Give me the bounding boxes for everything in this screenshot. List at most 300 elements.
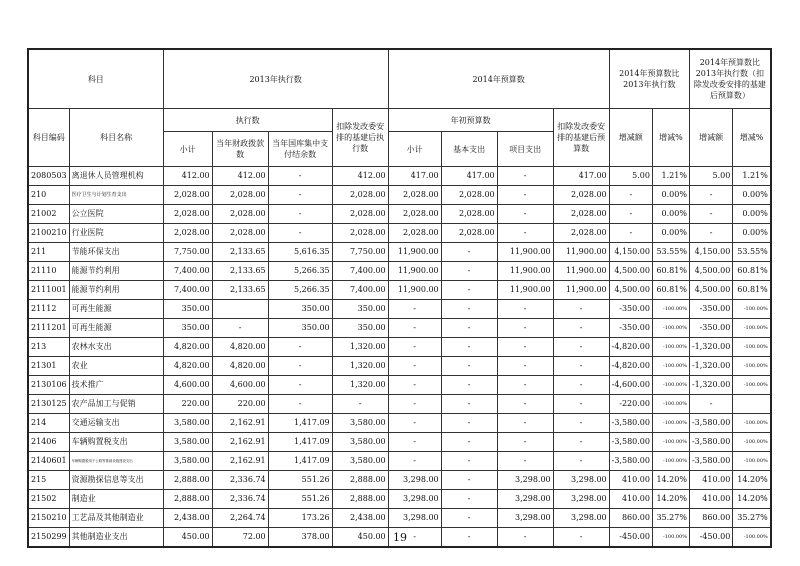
cell-name: 其他制造业支出	[69, 528, 163, 548]
cell-value: 5,266.35	[268, 262, 332, 281]
cell-value: -	[553, 414, 609, 433]
cell-value: 2,028.00	[332, 205, 388, 224]
cell-code: 21502	[28, 490, 69, 509]
cell-value: -100.00%	[733, 319, 771, 338]
cell-code: 2140601	[28, 452, 69, 471]
cell-value: -	[497, 452, 553, 471]
cell-value: 14.20%	[733, 490, 771, 509]
cell-value: 7,750.00	[163, 243, 212, 262]
cell-value: -	[268, 167, 332, 186]
cell-value: 3,298.00	[388, 509, 441, 528]
header-subtotal: 小计	[163, 132, 212, 167]
cell-value: -	[497, 395, 553, 414]
cell-name: 交通运输支出	[69, 414, 163, 433]
cell-value: 4,820.00	[212, 357, 268, 376]
cell-value: -100.00%	[652, 528, 689, 548]
cell-code: 2150299	[28, 528, 69, 548]
cell-value: -100.00%	[652, 319, 689, 338]
cell-value: -100.00%	[733, 433, 771, 452]
cell-value: 53.55%	[733, 243, 771, 262]
table-row	[28, 357, 771, 376]
cell-name: 制造业	[69, 490, 163, 509]
cell-value: 2,028.00	[212, 205, 268, 224]
cell-value: 1,417.09	[268, 414, 332, 433]
cell-value: -	[441, 433, 497, 452]
cell-value: 220.00	[163, 395, 212, 414]
cell-value: -	[553, 433, 609, 452]
cell-value: 2,028.00	[441, 224, 497, 243]
header-initial-budget: 年初预算数	[388, 109, 553, 132]
cell-value: -	[388, 338, 441, 357]
cell-value: 412.00	[212, 167, 268, 186]
cell-value: 11,900.00	[497, 281, 553, 300]
cell-value: 0.00%	[733, 224, 771, 243]
header-project: 项目支出	[497, 132, 553, 167]
cell-value: -3,580.00	[609, 414, 652, 433]
cell-value: 14.20%	[652, 471, 689, 490]
cell-value: -	[553, 300, 609, 319]
cell-value: 14.20%	[652, 490, 689, 509]
cell-value: 2,336.74	[212, 490, 268, 509]
cell-value: 417.00	[388, 167, 441, 186]
cell-value: -	[553, 319, 609, 338]
cell-code: 21301	[28, 357, 69, 376]
cell-value: 11,900.00	[388, 243, 441, 262]
cell-value: 220.00	[212, 395, 268, 414]
cell-value: -350.00	[609, 300, 652, 319]
cell-value: -100.00%	[733, 452, 771, 471]
cell-value: -	[388, 319, 441, 338]
cell-value: 5.00	[689, 167, 732, 186]
cell-value: -100.00%	[733, 338, 771, 357]
cell-value: -	[497, 528, 553, 548]
cell-value: 2,162.91	[212, 414, 268, 433]
cell-value: 551.26	[268, 471, 332, 490]
cell-code: 2111201	[28, 319, 69, 338]
cell-value: 11,900.00	[388, 281, 441, 300]
cell-code: 2111001	[28, 281, 69, 300]
cell-value: 350.00	[163, 300, 212, 319]
header-compare-2013: 2014年预算数比2013年执行数	[609, 49, 689, 109]
cell-value: 2,162.91	[212, 433, 268, 452]
cell-value: 2,028.00	[332, 186, 388, 205]
cell-value: -100.00%	[733, 300, 771, 319]
cell-value: 350.00	[268, 300, 332, 319]
cell-value: 4,500.00	[689, 262, 732, 281]
cell-value: -	[212, 319, 268, 338]
cell-value: 4,500.00	[689, 281, 732, 300]
cell-value: 60.81%	[652, 262, 689, 281]
header-inc-amt-adjusted: 增减额	[689, 109, 732, 167]
cell-name: 节能环保支出	[69, 243, 163, 262]
cell-value: -	[441, 509, 497, 528]
cell-code: 2130106	[28, 376, 69, 395]
cell-code: 21002	[28, 205, 69, 224]
cell-value: 417.00	[553, 167, 609, 186]
cell-value: 4,500.00	[609, 262, 652, 281]
cell-value: 450.00	[163, 528, 212, 548]
header-subtotal-2014: 小计	[388, 132, 441, 167]
cell-value: 2,438.00	[163, 509, 212, 528]
cell-name: 工艺品及其他制造业	[69, 509, 163, 528]
cell-value: 2,888.00	[163, 490, 212, 509]
cell-value: -	[388, 528, 441, 548]
header-treasury: 当年国库集中支付结余数	[268, 132, 332, 167]
cell-value: -	[689, 205, 732, 224]
cell-value: -3,580.00	[689, 452, 732, 471]
cell-value: 3,298.00	[497, 490, 553, 509]
cell-value: 0.00%	[733, 205, 771, 224]
cell-value: 860.00	[689, 509, 732, 528]
cell-value: 412.00	[163, 167, 212, 186]
cell-value: 173.26	[268, 509, 332, 528]
cell-value: 0.00%	[652, 224, 689, 243]
cell-value: 2,028.00	[441, 186, 497, 205]
cell-value: 4,600.00	[163, 376, 212, 395]
cell-value: -	[441, 414, 497, 433]
cell-value: -100.00%	[652, 395, 689, 414]
cell-name: 离退休人员管理机构	[69, 167, 163, 186]
cell-value: -	[497, 224, 553, 243]
table-row	[28, 243, 771, 262]
cell-value: 2,028.00	[441, 205, 497, 224]
cell-value: -	[388, 357, 441, 376]
cell-value: 3,298.00	[388, 471, 441, 490]
cell-value: -1,320.00	[689, 376, 732, 395]
cell-value: -	[268, 205, 332, 224]
cell-value: 2,028.00	[388, 186, 441, 205]
cell-value: 60.81%	[733, 262, 771, 281]
cell-value: -100.00%	[652, 338, 689, 357]
cell-name: 可再生能源	[69, 319, 163, 338]
cell-value: 7,400.00	[332, 262, 388, 281]
cell-value: 3,298.00	[497, 471, 553, 490]
table-row	[28, 338, 771, 357]
cell-value: 2,888.00	[332, 490, 388, 509]
cell-value: 3,298.00	[497, 509, 553, 528]
cell-value: 1.21%	[733, 167, 771, 186]
cell-value: -	[441, 528, 497, 548]
header-exec-count: 执行数	[163, 109, 332, 132]
cell-value: -	[268, 338, 332, 357]
cell-value: 860.00	[609, 509, 652, 528]
cell-value: 0.00%	[652, 186, 689, 205]
cell-value: -100.00%	[652, 414, 689, 433]
cell-code: 2150210	[28, 509, 69, 528]
cell-value: 2,133.65	[212, 243, 268, 262]
cell-value: -100.00%	[652, 376, 689, 395]
cell-value: -450.00	[609, 528, 652, 548]
cell-value: 2,028.00	[553, 224, 609, 243]
table-row	[28, 167, 771, 186]
cell-value: 4,150.00	[609, 243, 652, 262]
cell-value: 378.00	[268, 528, 332, 548]
cell-value: -	[553, 395, 609, 414]
cell-value: -	[441, 338, 497, 357]
cell-value: -	[388, 452, 441, 471]
cell-value: 4,820.00	[212, 338, 268, 357]
cell-code: 2080503	[28, 167, 69, 186]
cell-value: 3,580.00	[332, 433, 388, 452]
cell-value: -	[441, 452, 497, 471]
cell-value: -	[497, 167, 553, 186]
cell-value: -	[388, 395, 441, 414]
cell-value: 2,028.00	[163, 186, 212, 205]
cell-value: -3,580.00	[689, 414, 732, 433]
cell-value: -	[441, 376, 497, 395]
cell-value: 417.00	[441, 167, 497, 186]
cell-value: 60.81%	[733, 281, 771, 300]
cell-code: 214	[28, 414, 69, 433]
cell-value: 2,028.00	[332, 224, 388, 243]
cell-value: -100.00%	[733, 414, 771, 433]
cell-value	[212, 300, 268, 319]
cell-value: -100.00%	[652, 452, 689, 471]
cell-value: 11,900.00	[497, 262, 553, 281]
table-row	[28, 414, 771, 433]
cell-value: -	[332, 395, 388, 414]
cell-value: 3,298.00	[553, 471, 609, 490]
cell-value: -	[441, 243, 497, 262]
cell-value: 7,400.00	[332, 281, 388, 300]
cell-name: 医疗卫生与计划生育支出	[69, 186, 163, 205]
cell-value: 7,400.00	[163, 262, 212, 281]
cell-value: 2,028.00	[553, 205, 609, 224]
cell-value: -	[609, 224, 652, 243]
cell-value: -1,320.00	[689, 338, 732, 357]
cell-code: 21112	[28, 300, 69, 319]
cell-value: 2,888.00	[332, 471, 388, 490]
cell-value: 350.00	[332, 319, 388, 338]
cell-value: -	[268, 357, 332, 376]
cell-value: -	[497, 414, 553, 433]
cell-value: -350.00	[689, 319, 732, 338]
cell-value: 72.00	[212, 528, 268, 548]
cell-name: 能源节约利用	[69, 262, 163, 281]
cell-code: 2100210	[28, 224, 69, 243]
cell-value: -	[388, 414, 441, 433]
table-row	[28, 471, 771, 490]
cell-value: -	[441, 490, 497, 509]
cell-value: 3,298.00	[553, 490, 609, 509]
cell-value: 1,320.00	[332, 357, 388, 376]
table-row	[28, 262, 771, 281]
cell-value: -4,820.00	[609, 338, 652, 357]
cell-value: -	[689, 186, 732, 205]
cell-value: 11,900.00	[497, 243, 553, 262]
cell-value: 450.00	[332, 528, 388, 548]
cell-value: -100.00%	[652, 433, 689, 452]
header-subject-name: 科目名称	[69, 109, 163, 167]
cell-value: -100.00%	[652, 357, 689, 376]
table-row	[28, 490, 771, 509]
cell-value: -	[441, 395, 497, 414]
cell-value: 350.00	[163, 319, 212, 338]
cell-value: 4,150.00	[689, 243, 732, 262]
cell-value: 2,264.74	[212, 509, 268, 528]
cell-code: 213	[28, 338, 69, 357]
cell-value: 2,028.00	[388, 205, 441, 224]
header-exclude-exec: 扣除发改委安排的基建后执行数	[332, 109, 388, 167]
cell-name: 农林水支出	[69, 338, 163, 357]
cell-value: -	[268, 186, 332, 205]
cell-value: 410.00	[609, 490, 652, 509]
table-row	[28, 452, 771, 471]
cell-value: -	[441, 357, 497, 376]
cell-value: 3,580.00	[163, 414, 212, 433]
cell-value: 11,900.00	[553, 262, 609, 281]
cell-value: 3,580.00	[163, 433, 212, 452]
cell-value: -	[388, 376, 441, 395]
table-row	[28, 281, 771, 300]
cell-value: 11,900.00	[388, 262, 441, 281]
cell-value: -	[497, 186, 553, 205]
cell-value: 3,298.00	[388, 490, 441, 509]
cell-value: 7,750.00	[332, 243, 388, 262]
header-inc-amt: 增减额	[609, 109, 652, 167]
header-inc-pct-adjusted: 增减%	[733, 109, 771, 167]
cell-value: 5,266.35	[268, 281, 332, 300]
cell-value: 4,820.00	[163, 338, 212, 357]
cell-name: 农产品加工与促销	[69, 395, 163, 414]
cell-value: -4,600.00	[609, 376, 652, 395]
cell-value: 35.27%	[733, 509, 771, 528]
cell-value: 0.00%	[733, 186, 771, 205]
cell-value: 1,417.09	[268, 433, 332, 452]
budget-table	[27, 48, 772, 548]
cell-value: 35.27%	[652, 509, 689, 528]
header-2014-budget: 2014年预算数	[388, 49, 609, 109]
cell-value: 3,298.00	[553, 509, 609, 528]
cell-value: 2,162.91	[212, 452, 268, 471]
cell-code: 21406	[28, 433, 69, 452]
table-row	[28, 186, 771, 205]
cell-value: -	[441, 300, 497, 319]
cell-value: -	[441, 262, 497, 281]
cell-value: -	[388, 433, 441, 452]
cell-value: -	[441, 471, 497, 490]
cell-value: -	[689, 224, 732, 243]
cell-value: 2,133.65	[212, 262, 268, 281]
cell-value: -	[268, 376, 332, 395]
table-row	[28, 300, 771, 319]
cell-value: -	[268, 395, 332, 414]
cell-name: 公立医院	[69, 205, 163, 224]
cell-value: -100.00%	[652, 300, 689, 319]
header-subject-code: 科目编码	[28, 109, 69, 167]
cell-value: 7,400.00	[163, 281, 212, 300]
cell-value: -	[441, 319, 497, 338]
cell-value: 2,133.65	[212, 281, 268, 300]
header-2013-exec: 2013年执行数	[163, 49, 388, 109]
cell-value: 2,028.00	[163, 224, 212, 243]
cell-code: 210	[28, 186, 69, 205]
cell-name: 车辆购置税支出	[69, 433, 163, 452]
cell-name: 资源勘探信息等支出	[69, 471, 163, 490]
cell-name: 可再生能源	[69, 300, 163, 319]
cell-code: 211	[28, 243, 69, 262]
cell-value: -	[497, 338, 553, 357]
cell-value: -1,320.00	[689, 357, 732, 376]
header-inc-pct: 增减%	[652, 109, 689, 167]
cell-value: 4,500.00	[609, 281, 652, 300]
header-fiscal: 当年财政拨款数	[212, 132, 268, 167]
cell-value: 2,888.00	[163, 471, 212, 490]
cell-name: 能源节约利用	[69, 281, 163, 300]
cell-value: 1,320.00	[332, 376, 388, 395]
cell-value: -	[268, 224, 332, 243]
cell-value: -3,580.00	[689, 433, 732, 452]
header-subject-group: 科目	[28, 49, 163, 109]
cell-value: -	[553, 528, 609, 548]
cell-value: -350.00	[689, 300, 732, 319]
cell-value: -	[388, 300, 441, 319]
page-number: 19	[393, 531, 407, 544]
cell-value: 412.00	[332, 167, 388, 186]
cell-value: 410.00	[609, 471, 652, 490]
table-row	[28, 509, 771, 528]
cell-value: 4,820.00	[163, 357, 212, 376]
header-compare-adjusted: 2014年预算数比2013年执行数（扣除发改委安排的基建后预算数）	[689, 49, 770, 109]
cell-value: 53.55%	[652, 243, 689, 262]
cell-value: 2,336.74	[212, 471, 268, 490]
cell-value: 2,028.00	[553, 186, 609, 205]
cell-value: -	[609, 186, 652, 205]
cell-code: 21110	[28, 262, 69, 281]
table-row	[28, 319, 771, 338]
cell-value: 5,616.35	[268, 243, 332, 262]
cell-value: 2,028.00	[163, 205, 212, 224]
cell-value: 3,580.00	[163, 452, 212, 471]
cell-value: -450.00	[689, 528, 732, 548]
cell-code: 2130125	[28, 395, 69, 414]
cell-value: -3,580.00	[609, 452, 652, 471]
cell-value: 3,580.00	[332, 414, 388, 433]
cell-value: -3,580.00	[609, 433, 652, 452]
cell-value: 11,900.00	[553, 243, 609, 262]
cell-value: 350.00	[332, 300, 388, 319]
cell-value: 2,028.00	[212, 224, 268, 243]
table-row	[28, 395, 771, 414]
cell-value: 2,028.00	[388, 224, 441, 243]
cell-value: 410.00	[689, 490, 732, 509]
cell-value: -	[497, 319, 553, 338]
cell-value: 3,580.00	[332, 452, 388, 471]
cell-value: 14.20%	[733, 471, 771, 490]
cell-value: 0.00%	[652, 205, 689, 224]
cell-value: 410.00	[689, 471, 732, 490]
cell-value: -	[609, 205, 652, 224]
table-row	[28, 433, 771, 452]
header-exclude-budget: 扣除发改委安排的基建后预算数	[553, 109, 609, 167]
cell-value: 2,028.00	[212, 186, 268, 205]
cell-value: -	[553, 376, 609, 395]
cell-value: 11,900.00	[553, 281, 609, 300]
table-row	[28, 376, 771, 395]
cell-value: -	[689, 395, 732, 414]
cell-name: 技术推广	[69, 376, 163, 395]
cell-value: -	[553, 357, 609, 376]
cell-name: 车辆购置税用于公路等基础设施建设支出	[69, 452, 163, 471]
cell-value: -350.00	[609, 319, 652, 338]
cell-value: -	[497, 300, 553, 319]
cell-value: 4,600.00	[212, 376, 268, 395]
cell-value: 5.00	[609, 167, 652, 186]
cell-value	[733, 395, 771, 414]
cell-value: -	[441, 281, 497, 300]
cell-value: 60.81%	[652, 281, 689, 300]
cell-value: -100.00%	[733, 376, 771, 395]
